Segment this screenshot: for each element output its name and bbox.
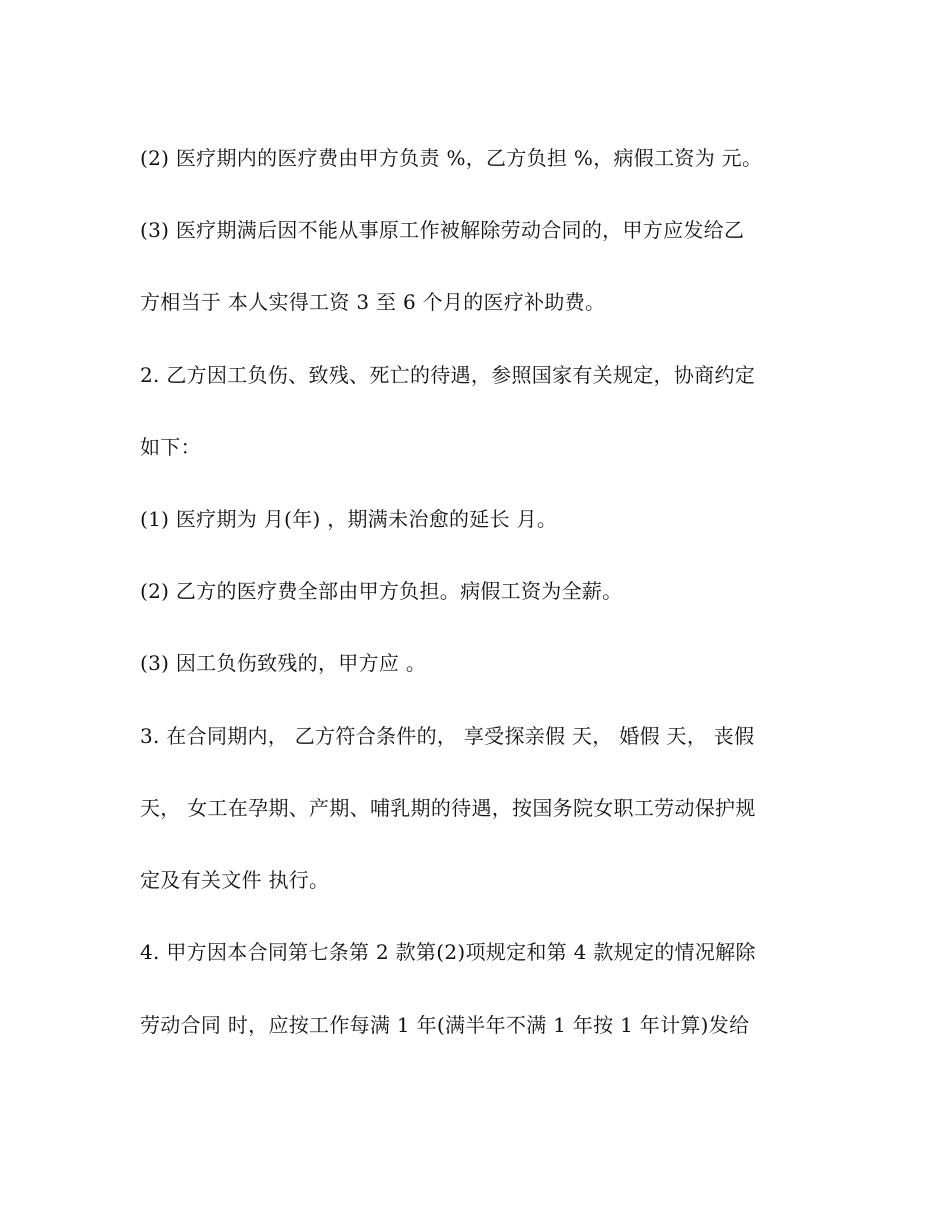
text-line: (3) 因工负伤致残的，甲方应 。 — [140, 651, 427, 675]
text-line: (2) 医疗期内的医疗费由甲方负责 %，乙方负担 %，病假工资为 元。 — [140, 146, 763, 170]
text-line: (1) 医疗期为 月(年) ，期满未治愈的延长 月。 — [140, 507, 558, 531]
text-line: 4. 甲方因本合同第七条第 2 款第(2)项规定和第 4 款规定的情况解除 — [140, 940, 756, 964]
text-line: 方相当于 本人实得工资 3 至 6 个月的医疗补助费。 — [140, 290, 606, 314]
text-line: 3. 在合同期内， 乙方符合条件的， 享受探亲假 天， 婚假 天， 丧假 — [140, 724, 755, 748]
text-line: 天， 女工在孕期、产期、哺乳期的待遇，按国务院女职工劳动保护规 — [140, 796, 756, 820]
text-line: 2. 乙方因工负伤、致残、死亡的待遇，参照国家有关规定，协商约定 — [140, 363, 756, 387]
text-line: (2) 乙方的医疗费全部由甲方负担。病假工资为全薪。 — [140, 579, 623, 603]
text-line: (3) 医疗期满后因不能从事原工作被解除劳动合同的，甲方应发给乙 — [140, 218, 745, 242]
text-line: 劳动合同 时，应按工作每满 1 年(满半年不满 1 年按 1 年计算)发给 — [140, 1013, 750, 1037]
text-line: 定及有关文件 执行。 — [140, 868, 330, 892]
text-line: 如下： — [140, 435, 201, 459]
